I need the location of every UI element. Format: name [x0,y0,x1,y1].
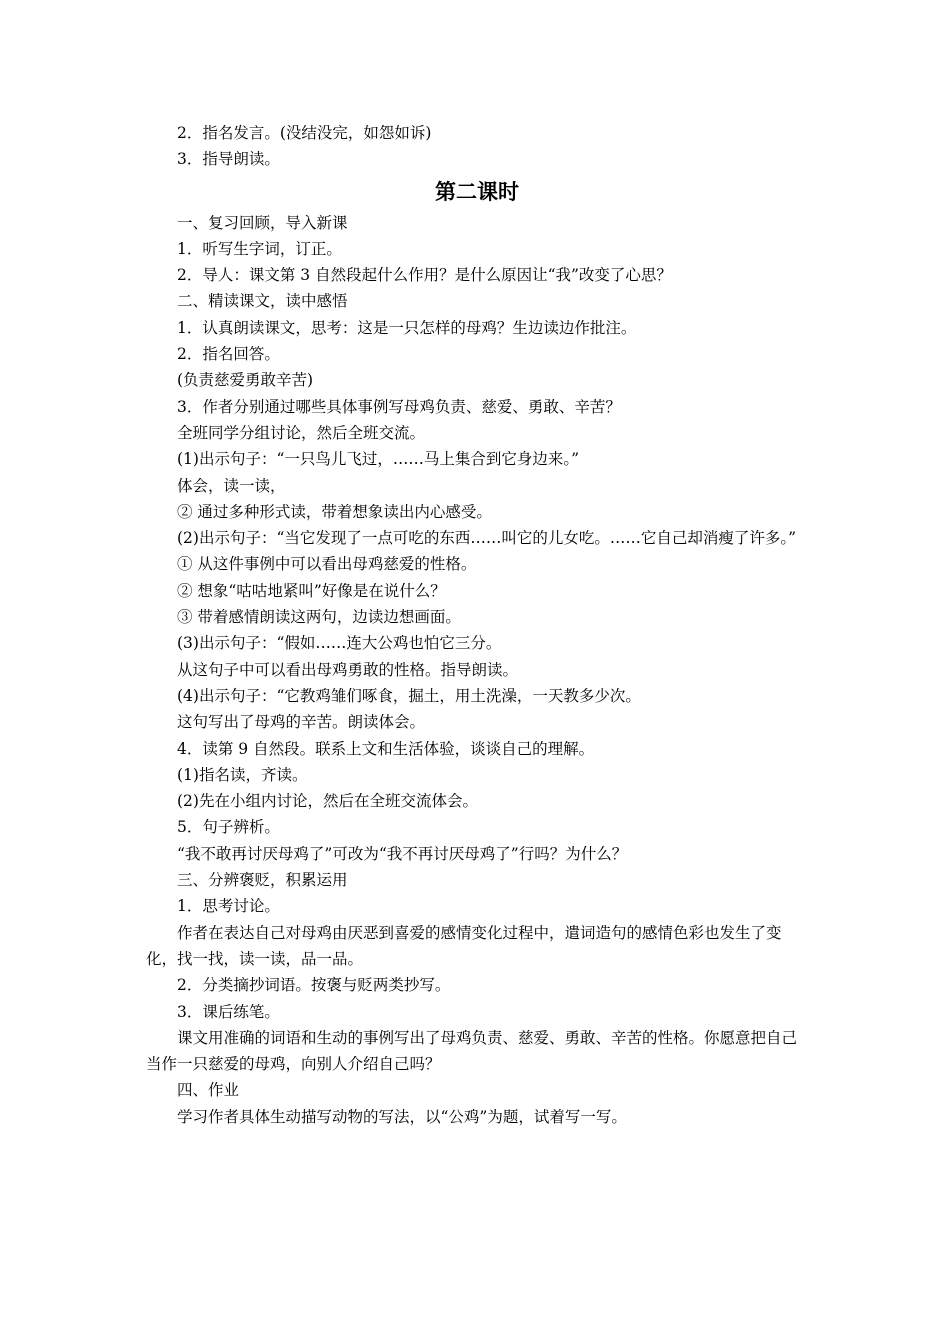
section-heading: 第二课时 [435,179,519,204]
paragraph: 一、复习回顾，导入新课 [177,213,348,232]
paragraph: “我不敢再讨厌母鸡了”可改为“我不再讨厌母鸡了”行吗？为什么？ [177,844,628,863]
paragraph: 2．指名回答。 [177,345,280,364]
paragraph: ① 从这件事例中可以看出母鸡慈爱的性格。 [177,555,477,574]
paragraph: (2)出示句子：“当它发现了一点可吃的东西……叫它的儿女吃。……它自己却消瘦了许多。” [177,529,797,548]
paragraph: 4．读第 9 自然段。联系上文和生活体验，谈谈自己的理解。 [177,739,595,758]
paragraph: 这句写出了母鸡的辛苦。朗读体会。 [177,713,426,732]
paragraph: 二、精读课文，读中感悟 [177,292,348,311]
paragraph: (1)指名读，齐读。 [177,765,308,784]
paragraph: 1．思考讨论。 [177,897,280,916]
paragraph: ② 想象“咕咕地紧叫”好像是在说什么？ [177,581,446,600]
paragraph: 学习作者具体生动描写动物的写法，以“公鸡”为题，试着写一写。 [177,1107,627,1126]
paragraph: 全班同学分组讨论，然后全班交流。 [177,423,426,442]
paragraph: 3．指导朗读。 [177,150,280,169]
paragraph: 体会，读一读， [177,476,286,495]
document-body [146,120,808,1130]
paragraph: 3．作者分别通过哪些具体事例写母鸡负责、慈爱、勇敢、辛苦？ [177,397,621,416]
paragraph: 2．指名发言。(没结没完，如怨如诉) [177,124,432,142]
paragraph: ② 通过多种形式读，带着想象读出内心感受。 [177,502,492,521]
paragraph: 作者在表达自己对母鸡由厌恶到喜爱的感情变化过程中，遣词造句的感情色彩也发生了变化，找一找，读一读，品一品。 [146,923,782,968]
paragraph: (2)先在小组内讨论，然后在全班交流体会。 [177,792,478,811]
paragraph: 从这句子中可以看出母鸡勇敢的性格。指导朗读。 [177,660,519,679]
paragraph: 课文用准确的词语和生动的事例写出了母鸡负责、慈爱、勇敢、辛苦的性格。你愿意把自己当作一只慈爱的母鸡，向别人介绍自己吗？ [146,1028,798,1074]
paragraph: (负责慈爱勇敢辛苦) [177,371,314,390]
paragraph: (1)出示句子：“一只鸟儿飞过，……马上集合到它身边来。” [177,450,580,469]
paragraph: 1．认真朗读课文，思考：这是一只怎样的母鸡？生边读边作批注。 [177,318,637,337]
paragraph: 四、作业 [177,1081,240,1100]
paragraph: 2．导人：课文第 3 自然段起什么作用？是什么原因让“我”改变了心思？ [177,266,672,285]
paragraph: 5．句子辨析。 [177,818,280,837]
paragraph: (3)出示句子：“假如……连大公鸡也怕它三分。 [177,634,502,653]
paragraph: (4)出示句子：“它教鸡雏们啄食，掘土，用土洗澡，一天教多少次。 [177,686,641,705]
paragraph: 三、分辨褒贬，积累运用 [177,871,348,890]
paragraph: ③ 带着感情朗读这两句，边读边想画面。 [177,608,461,627]
paragraph: 2．分类摘抄词语。按褒与贬两类抄写。 [177,976,451,995]
paragraph: 3．课后练笔。 [177,1002,280,1021]
paragraph: 1．听写生字词，订正。 [177,239,342,258]
